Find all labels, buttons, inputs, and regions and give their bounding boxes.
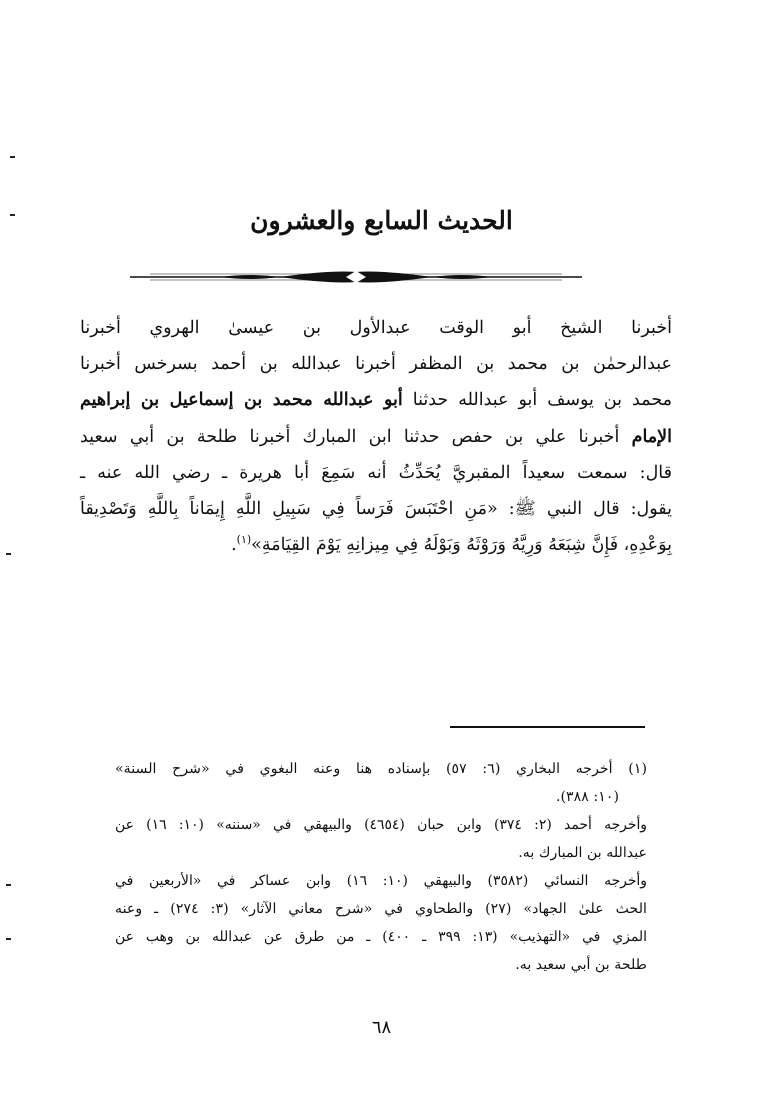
hadith-line: أخبرنا الشيخ أبو الوقت عبدالأول بن عيسىٰ الهروي أخبرنا xyxy=(80,318,672,338)
margin-tick xyxy=(10,156,15,158)
footnote-separator xyxy=(450,726,645,728)
hadith-line xyxy=(80,419,672,455)
footnote-line: (١٠: ٣٨٨). xyxy=(555,789,619,805)
hadith-line xyxy=(80,527,672,563)
period: . xyxy=(231,535,237,556)
hadith-line xyxy=(80,382,672,418)
footnote-line: (١) أخرجه البخاري (٦: ٥٧) بإسناده هنا وعنه البغوي في «شرح السنة» xyxy=(115,761,647,777)
footnotes xyxy=(115,755,647,979)
footnote-line: الحث علىٰ الجهاد» (٢٧) والطحاوي في «شرح معاني الآثار» (٣: ٢٧٤) ـ وعنه xyxy=(115,901,647,917)
narrator-name-bold: الإمام xyxy=(631,426,672,447)
narrator-name-bold: أبو عبدالله محمد بن إسماعيل بن إبراهيم xyxy=(80,390,403,411)
page-number: ٦٨ xyxy=(371,1017,392,1038)
hadith-line: عبدالرحمٰن بن محمد بن المظفر أخبرنا عبدالله بن أحمد بسرخس أخبرنا xyxy=(80,354,672,375)
hadith-text xyxy=(80,310,672,563)
footnote-line: طلحة بن أبي سعيد به. xyxy=(515,957,647,973)
margin-tick xyxy=(6,884,11,886)
margin-tick xyxy=(6,938,11,940)
chapter-title: الحديث السابع والعشرون xyxy=(250,206,513,235)
footnote-line: عبدالله بن المبارك به. xyxy=(518,845,647,861)
title-ornament-divider xyxy=(130,268,582,286)
footnote-line: وأخرجه النسائي (٣٥٨٢) والبيهقي (١٠: ١٦) وابن عساكر في «الأربعين في xyxy=(115,873,648,889)
footnote-reference[interactable]: (١) xyxy=(236,533,252,547)
hadith-text-segment: محمد بن يوسف أبو عبدالله حدثنا xyxy=(402,390,672,411)
margin-tick xyxy=(6,553,11,555)
hadith-line-text: بِوَعْدِهِ، فَإِنَّ شِبَعَهُ وَرِيَّهُ وَرَوْثَهُ وَبَوْلَهُ فِي مِيزانِهِ يَوْمَ القِيَامَةِ» xyxy=(251,535,672,556)
footnote-line: وأخرجه أحمد (٢: ٣٧٤) وابن حبان (٤٦٥٤) والبيهقي في «سننه» (١٠: ١٦) عن xyxy=(115,817,648,833)
hadith-text-segment: أخبرنا علي بن حفص حدثنا ابن المبارك أخبرنا طلحة بن أبي سعيد xyxy=(80,426,632,447)
hadith-line: قال: سمعت سعيداً المقبريَّ يُحَدِّثُ أنه سَمِعَ أبا هريرة ـ رضي الله عنه ـ xyxy=(80,462,672,483)
hadith-line: يقول: قال النبي ﷺ: «مَنِ احْتَبَسَ فَرَساً فِي سَبِيلِ اللَّهِ إِيمَاناً بِاللَّهِ وَتَصْدِيقاً xyxy=(80,499,672,520)
footnote-line: المزي في «التهذيب» (١٣: ٣٩٩ ـ ٤٠٠) ـ من طرق عن عبدالله بن وهب عن xyxy=(115,929,647,945)
